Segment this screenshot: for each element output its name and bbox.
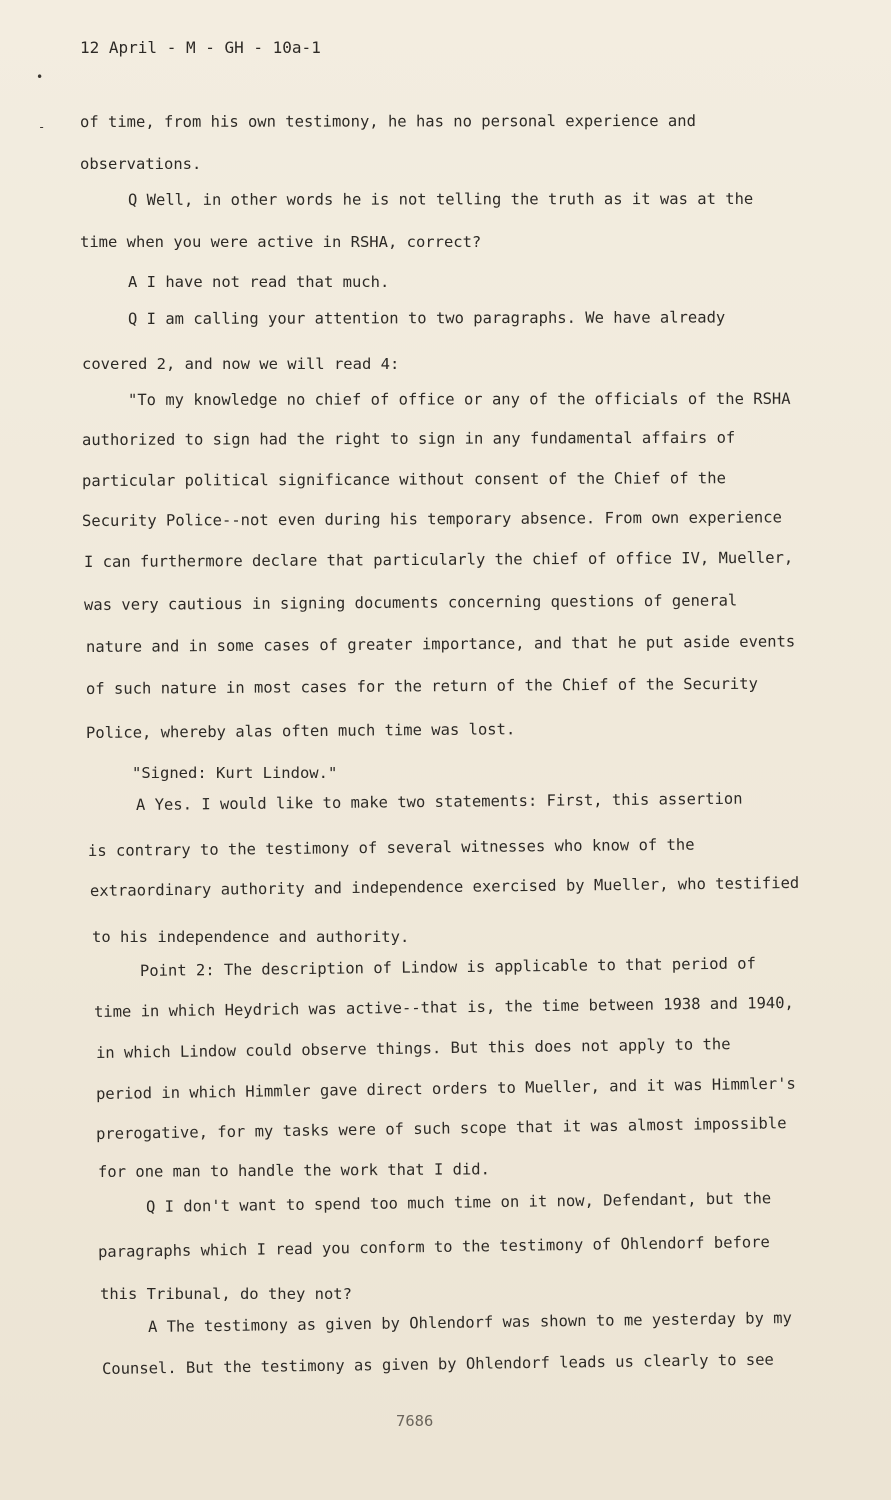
- text-line: for one man to handle the work that I did.: [97, 1160, 490, 1181]
- text-line: particular political significance without consent of the Chief of the: [81, 469, 726, 490]
- text-line: "To my knowledge no chief of office or any of the officials of the RSHA: [127, 389, 791, 409]
- text-line: this Tribunal, do they not?: [100, 1285, 352, 1303]
- text-line: prerogative, for my tasks were of such scope that it was almost impossible: [95, 1114, 787, 1143]
- text-line: authorized to sign had the right to sign in any fundamental affairs of: [81, 428, 736, 449]
- text-line: covered 2, and now we will read 4:: [82, 355, 400, 373]
- text-line: "Signed: Kurt Lindow.": [132, 764, 338, 782]
- text-line: time in which Heydrich was active--that is, the time between 1938 and 1940,: [93, 993, 794, 1021]
- page-number: 7686: [396, 1412, 434, 1430]
- text-line: Police, whereby alas often much time was lost.: [85, 720, 516, 742]
- text-line: of such nature in most cases for the return of the Chief of the Security: [85, 674, 758, 698]
- text-line: A I have not read that much.: [128, 273, 390, 291]
- text-line: nature and in some cases of greater importance, and that he put aside events: [85, 632, 796, 656]
- text-line: Q Well, in other words he is not telling the truth as it was at the: [127, 189, 754, 209]
- text-line: A Yes. I would like to make two statements: First, this assertion: [135, 789, 743, 814]
- text-line: Point 2: The description of Lindow is applicable to that period of: [139, 954, 756, 980]
- page-header-reference: 12 April - M - GH - 10a-1: [80, 38, 321, 57]
- margin-dash-mark: -: [38, 120, 46, 134]
- text-line: of time, from his own testimony, he has no personal experience and: [79, 111, 696, 131]
- text-line: paragraphs which I read you conform to the testimony of Ohlendorf before: [97, 1233, 770, 1261]
- text-line: Q I am calling your attention to two paragraphs. We have already: [127, 308, 726, 328]
- text-line: was very cautious in signing documents concerning questions of general: [83, 591, 738, 614]
- text-line: extraordinary authority and independence exercised by Mueller, who testified: [89, 873, 800, 900]
- text-line: observations.: [80, 155, 202, 173]
- text-line: I can furthermore declare that particularly the chief of office IV, Mueller,: [83, 548, 794, 571]
- text-line: Security Police--not even during his temporary absence. From own experience: [81, 508, 782, 530]
- text-line: time when you were active in RSHA, correct?: [80, 233, 482, 251]
- text-line: A The testimony as given by Ohlendorf was shown to me yesterday by my: [147, 1309, 792, 1336]
- text-line: is contrary to the testimony of several witnesses who know of the: [87, 835, 695, 860]
- text-line: Q I don't want to spend too much time on it now, Defendant, but the: [145, 1189, 772, 1216]
- text-line: to his independence and authority.: [92, 928, 410, 946]
- text-line: Counsel. But the testimony as given by Ohlendorf leads us clearly to see: [101, 1350, 774, 1378]
- text-line: period in which Himmler gave direct orders to Mueller, and it was Himmler's: [95, 1074, 796, 1103]
- text-line: in which Lindow could observe things. But this does not apply to the: [95, 1035, 731, 1062]
- margin-bullet-mark: •: [36, 70, 44, 84]
